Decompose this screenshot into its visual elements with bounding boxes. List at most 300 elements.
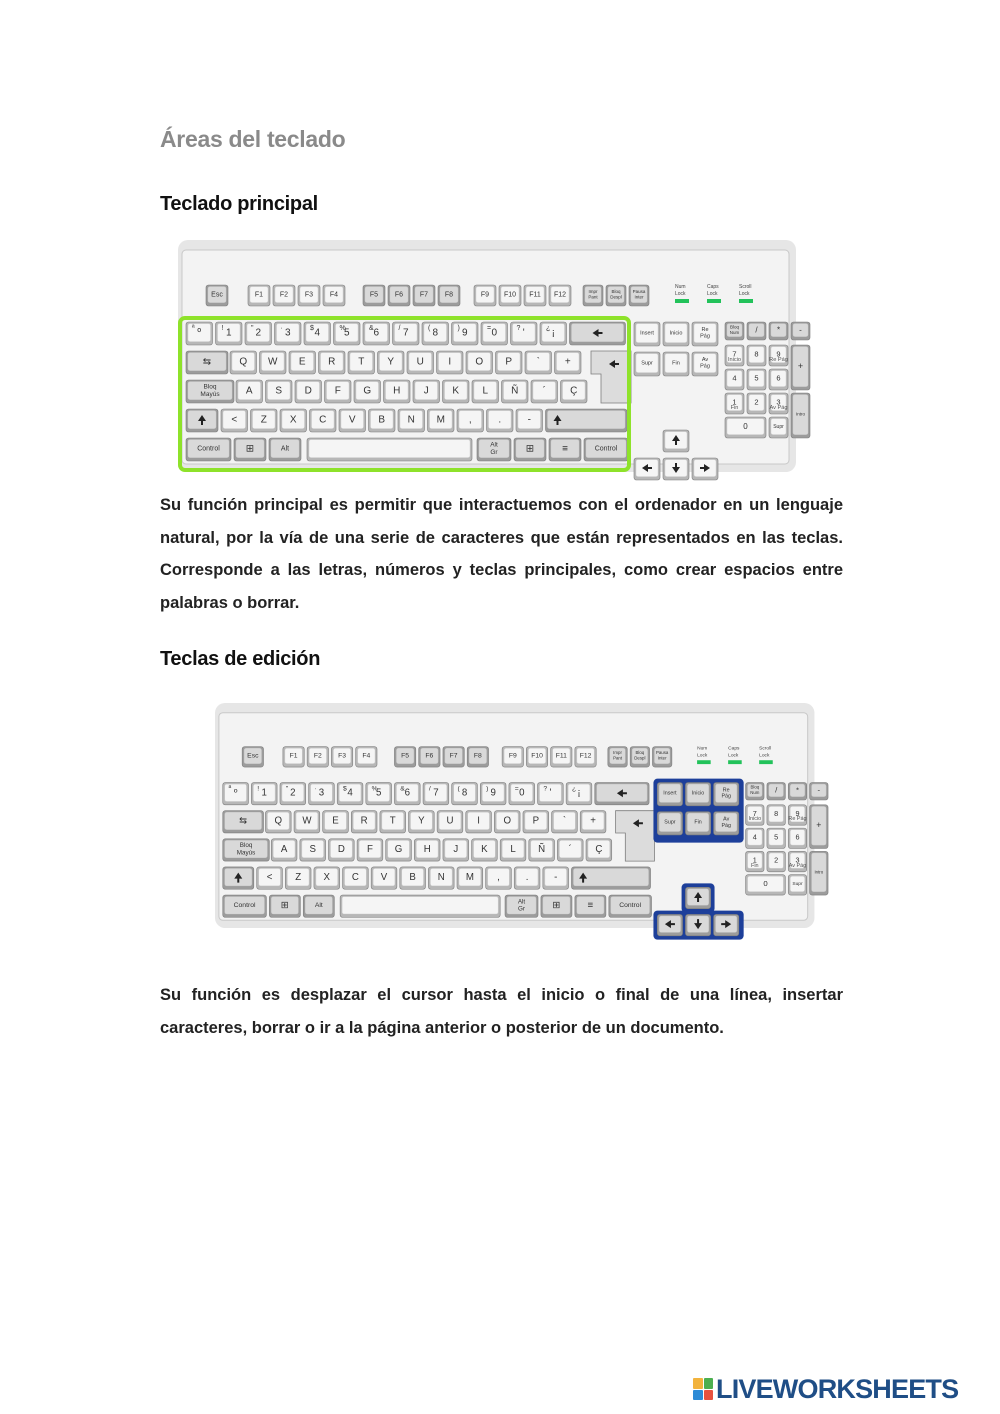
key-number <box>540 322 567 345</box>
key-f6 <box>419 747 440 767</box>
key-space <box>307 438 472 461</box>
key-number <box>509 783 535 805</box>
key-numpad <box>769 322 788 340</box>
key-label: 4 <box>732 373 737 383</box>
key-caps-lock <box>223 839 270 861</box>
key-left-control <box>223 895 267 917</box>
key-label: P <box>505 356 513 368</box>
key-label: Impr <box>613 750 622 756</box>
key-letter <box>428 867 454 889</box>
key-label: ' <box>522 327 525 339</box>
key-label: G <box>394 843 403 855</box>
key-letter <box>496 351 523 374</box>
key-label: Control <box>619 902 642 910</box>
key-label: 9 <box>795 809 800 819</box>
key-label: Q <box>239 356 248 368</box>
key-f12 <box>575 747 596 767</box>
key-f2 <box>307 747 328 767</box>
key-number <box>363 322 390 345</box>
key-label: F9 <box>480 291 490 299</box>
key-label: F5 <box>369 291 379 299</box>
key-numpad <box>769 345 788 366</box>
indicator-label: Lock <box>739 291 750 297</box>
key-letter <box>236 380 263 403</box>
key-edit <box>714 812 739 835</box>
key-label: º <box>233 787 238 799</box>
key-edit <box>657 812 682 835</box>
key-label: F9 <box>508 752 517 760</box>
key-letter <box>428 409 455 432</box>
key-numpad <box>788 851 806 871</box>
key-numpad <box>746 783 764 800</box>
key-label: Despl <box>634 755 646 761</box>
key-system <box>630 747 649 767</box>
key-f10 <box>499 285 521 306</box>
key-left-windows <box>269 895 300 917</box>
key-label: Ñ <box>538 843 546 855</box>
key-label: Pág <box>700 363 710 370</box>
key-numpad <box>747 393 766 414</box>
key-system <box>583 285 603 306</box>
key-shift-label: & <box>369 325 374 332</box>
key-label: 0 <box>491 327 498 339</box>
key-label: X <box>289 414 297 426</box>
key-label: ¡ <box>551 327 555 339</box>
key-label: Bloq <box>611 288 621 294</box>
key-numpad <box>788 828 806 848</box>
key-letter <box>466 351 493 374</box>
key-edit <box>685 783 710 806</box>
key-letter <box>443 839 469 861</box>
key-label: J <box>453 843 459 855</box>
key-letter <box>369 409 396 432</box>
key-letter <box>398 409 425 432</box>
key-f4 <box>356 747 377 767</box>
key-label: Pausa <box>632 288 646 294</box>
key-label: 7 <box>402 327 409 339</box>
key-label: Insert <box>663 790 677 797</box>
key-shift-label: ¿ <box>571 785 577 793</box>
key-shift-label: / <box>398 325 401 332</box>
key-label: ⇆ <box>239 815 248 827</box>
key-label: Inter <box>657 755 667 761</box>
key-label: H <box>393 385 401 397</box>
key-label: W <box>268 356 278 368</box>
key-shift-label: / <box>428 785 431 793</box>
key-number <box>337 783 363 805</box>
key-right-control <box>609 895 652 917</box>
key-number <box>186 322 213 345</box>
key-label: M <box>465 871 474 883</box>
key-label: ¡ <box>577 787 581 799</box>
key-numpad-enter <box>791 393 810 438</box>
key-number <box>280 783 306 805</box>
key-label: Alt <box>280 445 290 453</box>
key-label: Esc <box>247 752 259 760</box>
key-numpad <box>725 322 744 340</box>
key-number <box>538 783 564 805</box>
key-f9 <box>502 747 523 767</box>
key-label: L <box>482 385 489 397</box>
key-f3 <box>298 285 320 306</box>
key-label: 3 <box>318 787 325 799</box>
key-numpad <box>810 783 828 800</box>
key-label: F <box>334 385 341 397</box>
key-label: - <box>527 414 531 426</box>
key-letter <box>472 839 498 861</box>
key-label: Inicio <box>669 330 683 337</box>
key-label: + <box>816 820 822 831</box>
key-label: Alt <box>517 898 526 906</box>
key-label: K <box>481 843 488 855</box>
key-label: 3 <box>776 397 781 407</box>
key-shift-label: ¿ <box>546 325 551 332</box>
key-label: Impr <box>588 288 598 294</box>
key-label: * <box>795 785 800 795</box>
key-label: ` <box>562 815 567 827</box>
key-numpad <box>767 851 785 871</box>
key-sublabel: Fin <box>730 405 739 411</box>
key-label: H <box>423 843 431 855</box>
key-shift-label: ! <box>221 325 224 332</box>
key-letter <box>314 867 340 889</box>
key-label: Supr <box>792 882 803 888</box>
key-label: 5 <box>774 832 779 842</box>
key-sublabel: Av Pág <box>769 405 788 411</box>
key-label: 0 <box>763 879 768 889</box>
key-label: U <box>416 356 424 368</box>
key-numpad <box>725 393 744 414</box>
key-label: F2 <box>313 752 322 760</box>
key-number <box>422 322 449 345</box>
key-edit <box>657 783 682 806</box>
key-letter <box>280 409 307 432</box>
key-label: Supr <box>773 423 784 430</box>
key-letter <box>266 380 293 403</box>
key-label: ` <box>536 356 540 368</box>
key-label: Ç <box>570 385 578 397</box>
key-shift-label: · <box>314 785 317 793</box>
key-letter <box>328 839 354 861</box>
key-label: 6 <box>776 373 781 383</box>
key-letter <box>271 839 297 861</box>
key-letter <box>409 811 435 833</box>
key-label: < <box>231 414 238 426</box>
keyboard-diagram-edit <box>215 703 835 931</box>
key-label: V <box>380 871 388 883</box>
key-number <box>511 322 538 345</box>
key-letter <box>516 409 543 432</box>
key-label: Z <box>295 871 302 883</box>
key-label: ⊞ <box>525 443 535 455</box>
key-menu <box>549 438 581 461</box>
key-numpad <box>769 393 788 414</box>
key-sublabel: Inicio <box>748 816 762 823</box>
key-label: Re <box>722 787 730 794</box>
key-label: 6 <box>373 327 380 339</box>
key-numpad-plus <box>791 345 810 390</box>
key-shift-label: ª <box>228 785 232 793</box>
key-label: Control <box>594 445 618 453</box>
key-f9 <box>474 285 496 306</box>
key-label: * <box>776 325 781 335</box>
key-label: Pág <box>721 793 731 800</box>
key-shift-label: $ <box>310 325 314 332</box>
key-letter <box>580 811 606 833</box>
key-label: 3 <box>795 855 800 865</box>
key-number <box>566 783 592 805</box>
key-number <box>452 322 479 345</box>
key-label: E <box>298 356 306 368</box>
key-label: 4 <box>314 327 321 339</box>
key-letter <box>339 409 366 432</box>
key-label: 3 <box>284 327 291 339</box>
key-shift-label: " <box>285 785 289 793</box>
key-label: 1 <box>752 855 757 865</box>
key-shift-label: ( <box>428 325 431 332</box>
key-label: F4 <box>329 291 339 299</box>
key-label: Bloq <box>203 383 217 391</box>
key-label: Num <box>729 329 740 335</box>
key-letter <box>472 380 499 403</box>
key-letter <box>486 867 512 889</box>
key-label: D <box>304 385 312 397</box>
key-label: 6 <box>404 787 410 799</box>
key-label: O <box>475 356 484 368</box>
key-letter <box>354 380 381 403</box>
key-label: 2 <box>255 327 262 339</box>
key-letter <box>555 351 582 374</box>
key-label: Alt <box>314 902 323 910</box>
key-letter <box>325 380 352 403</box>
page-heading: Áreas del teclado <box>160 126 346 152</box>
key-shift-label: = <box>514 785 519 793</box>
key-label: Insert <box>640 330 654 337</box>
key-letter <box>414 839 440 861</box>
key-label: 9 <box>776 349 781 359</box>
indicator-light <box>739 299 753 303</box>
key-label: Y <box>387 356 395 368</box>
key-esc <box>242 747 263 767</box>
key-label: Gr <box>490 449 498 457</box>
indicator-light <box>675 299 689 303</box>
key-label: R <box>328 356 336 368</box>
key-f4 <box>323 285 345 306</box>
key-label: Control <box>197 445 220 453</box>
key-letter <box>557 839 583 861</box>
key-label: S <box>275 385 283 397</box>
key-tab <box>223 811 264 833</box>
key-label: 7 <box>732 349 737 359</box>
key-label: C <box>351 871 359 883</box>
key-label: . <box>525 871 529 883</box>
key-label: R <box>360 815 368 827</box>
key-right-windows <box>541 895 572 917</box>
key-number <box>251 783 277 805</box>
key-number <box>216 322 243 345</box>
key-letter <box>437 351 464 374</box>
key-letter <box>221 409 248 432</box>
key-numpad-zero <box>725 417 766 438</box>
key-shift-label: ? <box>516 325 521 332</box>
key-number <box>480 783 506 805</box>
key-numpad-enter <box>810 851 828 895</box>
key-label: F11 <box>529 291 541 299</box>
key-f12 <box>549 285 571 306</box>
key-label: Ç <box>595 843 603 855</box>
key-label: Mayús <box>236 849 256 857</box>
key-letter <box>230 351 257 374</box>
key-label: Fin <box>672 360 680 367</box>
key-label: Supr <box>664 819 676 826</box>
key-label: 5 <box>754 373 759 383</box>
key-number <box>309 783 335 805</box>
key-letter <box>323 811 349 833</box>
key-label: 1 <box>732 397 737 407</box>
key-number <box>393 322 420 345</box>
key-label: Num <box>750 789 760 795</box>
key-sublabel: Av Pág <box>788 862 807 869</box>
key-edit <box>685 812 710 835</box>
key-numpad-delete <box>788 875 806 895</box>
key-label: A <box>245 385 253 397</box>
key-label: 4 <box>752 832 757 842</box>
indicator-label: Lock <box>675 291 686 297</box>
key-label: N <box>437 871 445 883</box>
key-letter <box>457 867 483 889</box>
key-sublabel: Re Pág <box>788 816 807 823</box>
key-label: Av <box>701 357 709 364</box>
key-f8 <box>467 747 488 767</box>
key-label: Inter <box>634 294 644 300</box>
key-label: Q <box>274 815 283 827</box>
key-letter <box>487 409 514 432</box>
key-label: T <box>358 356 365 368</box>
key-number <box>245 322 272 345</box>
key-numpad <box>769 369 788 390</box>
indicator-light <box>707 299 721 303</box>
key-label: 8 <box>774 809 779 819</box>
key-letter <box>265 811 291 833</box>
key-letter <box>531 380 558 403</box>
key-label: F12 <box>553 291 567 299</box>
key-label: I <box>477 815 480 827</box>
key-edit <box>663 322 689 346</box>
key-label: Bloq <box>239 842 253 850</box>
key-f11 <box>524 285 546 306</box>
key-label: + <box>564 356 571 368</box>
key-label: Intro <box>795 411 806 417</box>
key-label: D <box>337 843 345 855</box>
key-letter <box>300 839 326 861</box>
key-label: B <box>378 414 386 426</box>
key-letter <box>294 811 320 833</box>
key-letter <box>295 380 322 403</box>
key-letter <box>251 409 278 432</box>
key-letter <box>285 867 311 889</box>
key-label: F <box>366 843 373 855</box>
key-label: ´ <box>542 385 546 397</box>
key-f11 <box>551 747 572 767</box>
key-label: Supr <box>641 360 653 367</box>
key-number <box>366 783 392 805</box>
key-label: 4 <box>347 787 353 799</box>
key-label: 7 <box>752 809 757 819</box>
key-left-windows <box>234 438 266 461</box>
key-label: ´ <box>568 843 572 855</box>
key-shift-label: & <box>400 785 405 793</box>
key-label: M <box>436 414 445 426</box>
key-label: . <box>498 414 502 426</box>
key-numpad <box>747 369 766 390</box>
indicator-light <box>759 760 773 764</box>
key-f3 <box>331 747 352 767</box>
key-label: Av <box>723 816 730 823</box>
key-letter <box>257 867 283 889</box>
key-letter <box>407 351 434 374</box>
indicator-label: Caps <box>728 746 740 752</box>
key-sublabel: Inicio <box>727 357 742 363</box>
key-alt-gr <box>477 438 511 461</box>
key-label: Bloq <box>729 324 740 330</box>
key-letter <box>310 409 337 432</box>
key-letter <box>543 867 569 889</box>
key-label: 5 <box>375 787 382 799</box>
key-letter <box>348 351 375 374</box>
key-letter <box>371 867 397 889</box>
key-label: T <box>389 815 396 827</box>
indicator-label: Scroll <box>759 746 772 752</box>
key-number <box>223 783 249 805</box>
key-label: A <box>280 843 288 855</box>
key-letter <box>443 380 470 403</box>
indicator-label: Lock <box>697 753 708 759</box>
key-number <box>452 783 478 805</box>
key-label: + <box>590 815 596 827</box>
key-letter <box>380 811 406 833</box>
key-label: 5 <box>343 327 350 339</box>
key-numpad <box>788 783 806 800</box>
key-label: F12 <box>579 752 592 760</box>
key-letter <box>437 811 463 833</box>
key-system <box>606 285 626 306</box>
key-label: O <box>503 815 511 827</box>
indicator-light <box>728 760 742 764</box>
key-shift-label: % <box>371 785 378 793</box>
key-shift-label: " <box>251 325 254 332</box>
key-letter <box>514 867 540 889</box>
indicator-label: Lock <box>759 753 770 759</box>
key-numpad <box>725 369 744 390</box>
key-numpad <box>788 805 806 825</box>
key-number <box>394 783 420 805</box>
key-sublabel: Re Pág <box>769 357 788 363</box>
key-label: 0 <box>743 421 748 431</box>
key-letter <box>494 811 520 833</box>
key-letter <box>457 409 484 432</box>
key-letter <box>500 839 526 861</box>
key-letter <box>502 380 529 403</box>
key-f1 <box>283 747 304 767</box>
key-label: ⊞ <box>280 900 289 912</box>
key-letter <box>529 839 555 861</box>
indicator-light <box>697 760 711 764</box>
key-label: ⊞ <box>552 900 561 912</box>
key-edit <box>634 322 660 346</box>
key-system <box>629 285 649 306</box>
indicator-label: Num <box>697 746 708 752</box>
key-label: Gr <box>518 905 526 913</box>
